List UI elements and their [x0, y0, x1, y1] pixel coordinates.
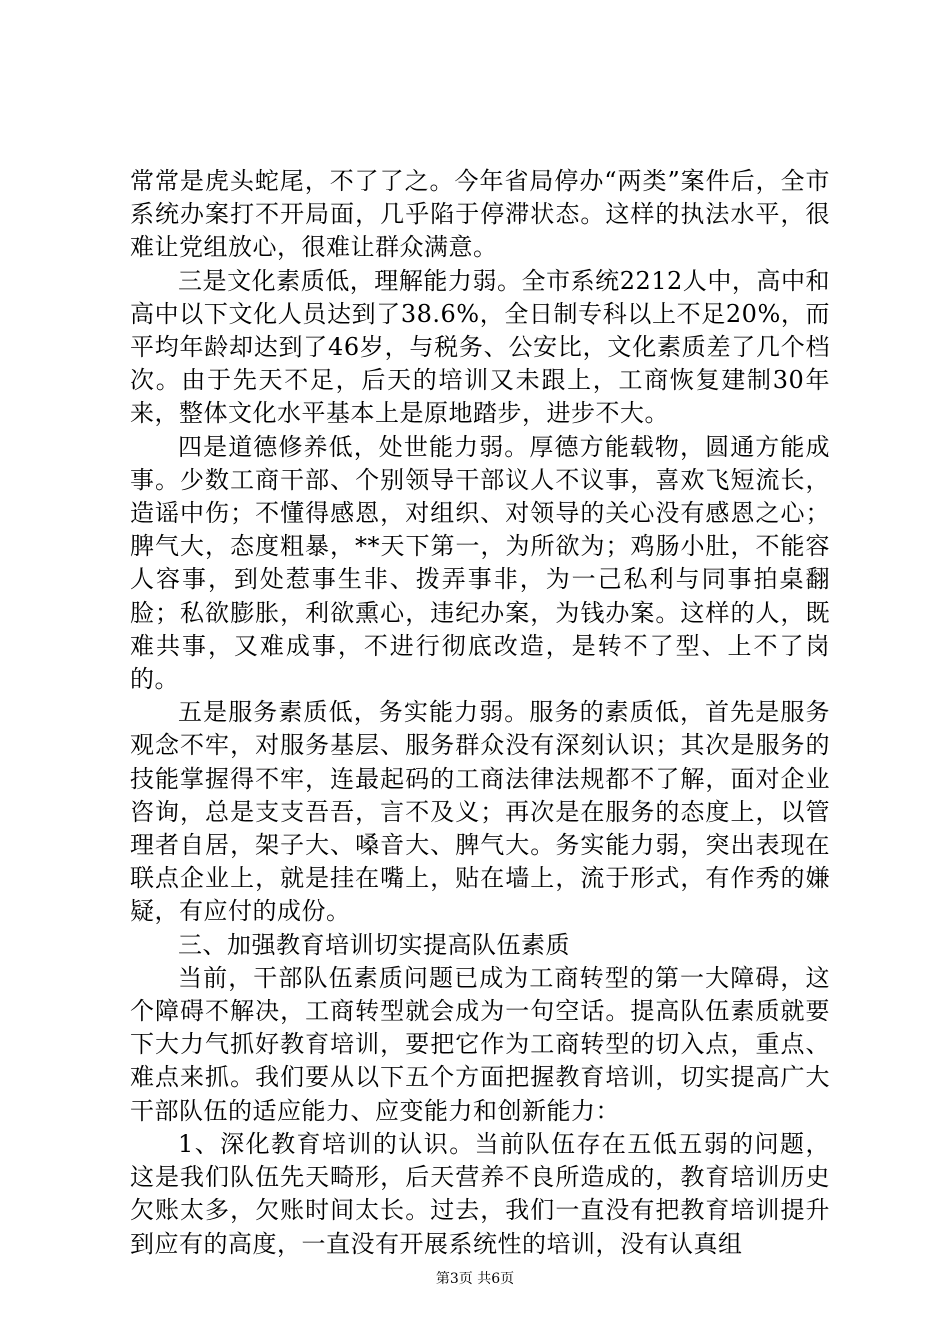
- paragraph-4: 五是服务素质低，务实能力弱。服务的素质低，首先是服务观念不牢，对服务基层、服务群众没有深刻认识；其次是服务的技能掌握得不牢，连最起码的工商法律法规都不了解，面对企业咨询，总是支支吾吾，言不及义；再次是在服务的态度上，以管理者自居，架子大、嗓音大、脾气大。务实能力弱，突出表现在联点企业上，就是挂在嘴上，贴在墙上，流于形式，有作秀的嫌疑，有应付的成份。: [130, 698, 830, 926]
- paragraph-5: 当前，干部队伍素质问题已成为工商转型的第一大障碍，这个障碍不解决，工商转型就会成为一句空话。提高队伍素质就要下大力气抓好教育培训，要把它作为工商转型的切入点，重点、难点来抓。我们要从以下五个方面把握教育培训，切实提高广大干部队伍的适应能力、应变能力和创新能力：: [130, 963, 830, 1125]
- paragraph-6: 1、深化教育培训的认识。当前队伍存在五低五弱的问题，这是我们队伍先天畸形，后天营养不良所造成的，教育培训历史欠账太多，欠账时间太长。过去，我们一直没有把教育培训提升到应有的高度，一直没有开展系统性的培训，没有认真组: [130, 1129, 830, 1258]
- section-heading-3: 三、加强教育培训切实提高队伍素质: [178, 930, 570, 959]
- paragraph-3: 四是道德修养低，处世能力弱。厚德方能载物，圆通方能成事。少数工商干部、个别领导干部议人不议事，喜欢飞短流长，造谣中伤；不懂得感恩，对组织、对领导的关心没有感恩之心；脾气大，态度粗暴，**天下第一，为所欲为；鸡肠小肚，不能容人容事，到处惹事生非、拨弄事非，为一己私利与同事拍桌翻脸；私欲膨胀，利欲熏心，违纪办案，为钱办案。这样的人，既难共事，又难成事，不进行彻底改造，是转不了型、上不了岗的。: [130, 432, 830, 694]
- document-body: [130, 165, 830, 1261]
- paragraph-2: 三是文化素质低，理解能力弱。全市系统2212人中，高中和高中以下文化人员达到了38.6%，全日制专科以上不足20%，而平均年龄却达到了46岁，与税务、公安比，文化素质差了几个档次。由于先天不足，后天的培训又未跟上，工商恢复建制30年来，整体文化水平基本上是原地踏步，进步不大。: [130, 266, 830, 428]
- page-number-footer: 第3页 共6页: [435, 1271, 515, 1287]
- paragraph-1: 常常是虎头蛇尾，不了了之。今年省局停办“两类”案件后，全市系统办案打不开局面，几乎陷于停滞状态。这样的执法水平，很难让党组放心，很难让群众满意。: [130, 167, 830, 262]
